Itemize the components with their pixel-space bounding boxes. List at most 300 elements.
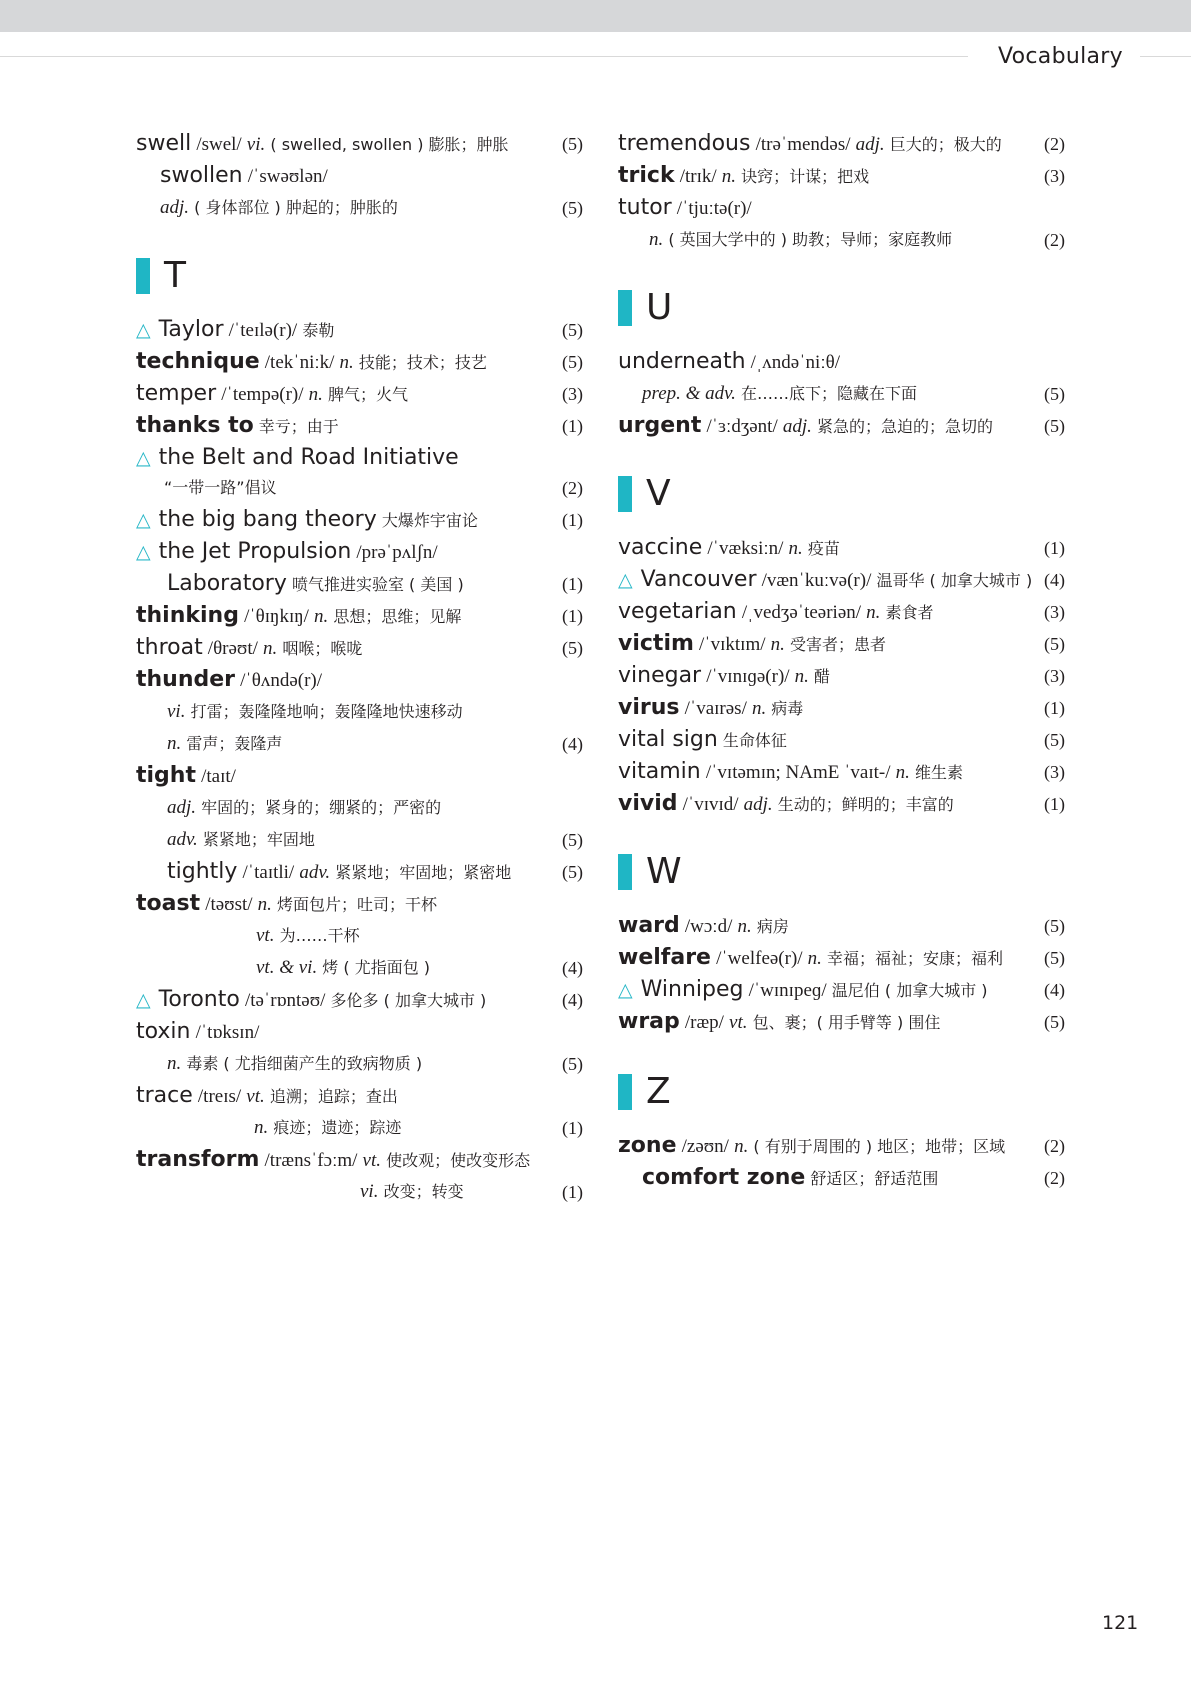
phonetic: /wɔːd/: [684, 916, 733, 937]
entry-text: [618, 192, 752, 225]
headword: ward: [618, 913, 680, 938]
header-rule-left: [0, 56, 968, 57]
chinese-definition: 烤 ( 尤指面包 ): [322, 958, 431, 977]
vocab-entry: [136, 1176, 583, 1208]
part-of-speech: vi.: [246, 134, 266, 155]
phonetic: /ˈvɪvɪd/: [682, 794, 739, 815]
entry-text: [618, 596, 934, 629]
unit-number: (1): [1044, 698, 1065, 718]
unit-number: (4): [562, 734, 583, 754]
headword: throat: [136, 635, 203, 660]
chinese-definition: 痕迹；遗迹；踪迹: [273, 1118, 402, 1137]
phonetic: /ˈtɒksɪn/: [195, 1022, 260, 1043]
headword: tutor: [618, 195, 672, 220]
chinese-definition: ( 有别于周围的 ) 地区；地带；区域: [753, 1137, 1006, 1156]
vocab-entry: [618, 724, 1065, 756]
vocab-entry: [136, 568, 583, 600]
phonetic: /ˈvɪtəmɪn; NAmE ˈvaɪt-/: [705, 762, 891, 783]
phonetic: /prəˈpʌlʃn/: [356, 542, 438, 563]
vocab-entry: [136, 192, 583, 224]
part-of-speech: vi.: [167, 701, 186, 722]
chinese-definition: 脾气；火气: [327, 385, 408, 404]
chinese-definition: 泰勒: [302, 321, 335, 340]
headword: urgent: [618, 413, 702, 438]
vocab-entry: [136, 824, 583, 856]
unit-number: (2): [1044, 134, 1065, 154]
vocab-entry: [618, 346, 1065, 378]
section-bar: [618, 1074, 632, 1110]
headword: the Jet Propulsion: [158, 539, 352, 564]
phonetic: /trænsˈfɔːm/: [264, 1150, 358, 1171]
unit-number: (5): [1044, 416, 1065, 436]
unit-number: (5): [562, 1054, 583, 1074]
vocab-entry: [618, 160, 1065, 192]
headword: underneath: [618, 349, 746, 374]
part-of-speech: n.: [314, 606, 329, 627]
entry-text: [618, 724, 787, 757]
headword: temper: [136, 381, 217, 406]
chinese-definition: 牢固的；紧身的；绷紧的；严密的: [201, 798, 442, 817]
phonetic: /ˈtjuːtə(r)/: [676, 198, 752, 219]
chinese-definition: 烤面包片；吐司；干杯: [277, 895, 438, 914]
entry-text: [167, 696, 463, 728]
chinese-definition: 病房: [756, 917, 789, 936]
part-of-speech: adj.: [160, 197, 190, 218]
part-of-speech: n.: [339, 352, 354, 373]
triangle-icon: △: [136, 319, 151, 341]
entry-text: [360, 1176, 464, 1208]
vocab-entry: [136, 888, 583, 920]
phonetic: /ˈtempə(r)/: [221, 384, 304, 405]
unit-number: (1): [562, 1118, 583, 1138]
chinese-definition: 思想；思维；见解: [333, 607, 462, 626]
part-of-speech: n.: [167, 1053, 182, 1074]
headword: welfare: [618, 945, 711, 970]
chinese-definition: 在……底下；隐藏在下面: [741, 384, 918, 403]
unit-number: (5): [1044, 730, 1065, 750]
entry-text: [136, 410, 339, 443]
vocab-entry: [136, 920, 583, 952]
entry-text: [254, 1112, 401, 1144]
unit-number: (4): [1044, 980, 1065, 1000]
unit-number: (5): [1044, 1012, 1065, 1032]
chinese-definition: 毒素 ( 尤指细菌产生的致病物质 ): [186, 1054, 423, 1073]
chinese-definition: 幸亏；由于: [258, 417, 339, 436]
part-of-speech: vt. & vi.: [256, 957, 318, 978]
phonetic: /vænˈkuːvə(r)/: [761, 570, 872, 591]
headword: trace: [136, 1083, 193, 1108]
part-of-speech: n.: [788, 538, 803, 559]
headword: vegetarian: [618, 599, 737, 624]
section-bar: [618, 290, 632, 326]
vocab-entry: [618, 942, 1065, 974]
chinese-definition: 使改观；使改变形态: [386, 1151, 531, 1170]
vocab-entry: [618, 1162, 1065, 1194]
entry-text: [642, 378, 917, 410]
phonetic: /ˈθɪŋkɪŋ/: [244, 606, 309, 627]
vocab-entry: [618, 192, 1065, 224]
entry-text: [167, 792, 441, 824]
part-of-speech: n.: [649, 229, 664, 250]
phonetic: /ˈθʌndə(r)/: [240, 670, 323, 691]
vocab-entry: [618, 128, 1065, 160]
entry-text: [618, 756, 963, 789]
section-letter: W: [646, 851, 682, 892]
vocab-entry: [136, 442, 583, 474]
vocab-entry: [136, 378, 583, 410]
headword: Winnipeg: [640, 977, 744, 1002]
vocab-entry: [618, 660, 1065, 692]
vocab-entry: [136, 1112, 583, 1144]
chinese-definition: 大爆炸宇宙论: [381, 511, 478, 530]
unit-number: (2): [562, 478, 583, 498]
entry-text: [649, 224, 952, 256]
vocab-entry: [618, 974, 1065, 1006]
part-of-speech: vi.: [360, 1181, 379, 1202]
headword: swell: [136, 131, 192, 156]
chinese-definition: 多伦多 ( 加拿大城市 ): [330, 991, 487, 1010]
chinese-definition: 诀窍；计谋；把戏: [741, 167, 870, 186]
vocab-entry: [618, 378, 1065, 410]
vocab-entry: [136, 472, 583, 504]
headword: tightly: [167, 859, 238, 884]
phonetic: /trɪk/: [679, 166, 717, 187]
unit-number: (3): [1044, 602, 1065, 622]
unit-number: (5): [562, 830, 583, 850]
part-of-speech: n.: [308, 384, 323, 405]
vocab-entry: [136, 600, 583, 632]
headword: the Belt and Road Initiative: [158, 445, 459, 470]
entry-text: [136, 664, 322, 697]
chinese-definition: 幸福；福祉；安康；福利: [827, 949, 1004, 968]
vocab-entry: [618, 910, 1065, 942]
phonetic: /taɪt/: [201, 766, 236, 787]
headword: toxin: [136, 1019, 191, 1044]
part-of-speech: vt.: [729, 1012, 748, 1033]
part-of-speech: n.: [734, 1136, 749, 1157]
entry-text: [618, 160, 869, 193]
vocab-entry: [618, 1006, 1065, 1038]
phonetic: /ræp/: [684, 1012, 724, 1033]
chinese-definition: 改变；转变: [383, 1182, 464, 1201]
vocab-entry: [618, 224, 1065, 256]
phonetic: /ˈswəʊlən/: [247, 166, 328, 187]
chinese-definition: 舒适区；舒适范围: [810, 1169, 939, 1188]
phonetic: /swel/: [196, 134, 242, 155]
entry-text: [618, 1130, 1005, 1163]
unit-number: (1): [562, 574, 583, 594]
entry-text: [136, 378, 408, 411]
unit-number: (4): [1044, 570, 1065, 590]
phonetic: /ˌvedʒəˈteəriən/: [741, 602, 862, 623]
phonetic: /təʊst/: [205, 894, 253, 915]
headword: zone: [618, 1133, 677, 1158]
chinese-definition: 素食者: [885, 603, 934, 622]
entry-text: [256, 920, 360, 952]
part-of-speech: vt.: [256, 925, 275, 946]
unit-number: (5): [562, 638, 583, 658]
vocab-entry: [136, 696, 583, 728]
entry-text: [618, 532, 840, 565]
chinese-definition: 包、裹；( 用手臂等 ) 围住: [752, 1013, 941, 1032]
unit-number: (3): [562, 384, 583, 404]
part-of-speech: adv.: [299, 862, 331, 883]
part-of-speech: vt.: [246, 1086, 265, 1107]
headword: tremendous: [618, 131, 751, 156]
headword: vital sign: [618, 727, 718, 752]
chinese-definition: 温尼伯 ( 加拿大城市 ): [831, 981, 988, 1000]
headword: transform: [136, 1147, 260, 1172]
triangle-icon: △: [618, 979, 633, 1001]
vocab-entry: [136, 536, 583, 568]
headword: Taylor: [158, 317, 224, 342]
part-of-speech: n.: [866, 602, 881, 623]
entry-text: [618, 410, 993, 443]
unit-number: (3): [1044, 666, 1065, 686]
headword: thinking: [136, 603, 239, 628]
phonetic: /ˈvɪnɪɡə(r)/: [706, 666, 790, 687]
unit-number: (5): [1044, 948, 1065, 968]
entry-text: [618, 788, 954, 821]
chinese-definition: 生动的；鲜明的；丰富的: [777, 795, 954, 814]
vocab-entry: [136, 1080, 583, 1112]
vocab-entry: [618, 410, 1065, 442]
chinese-definition: 追溯；追踪；查出: [269, 1087, 398, 1106]
entry-text: [136, 536, 438, 569]
chinese-definition: 醋: [814, 667, 831, 686]
page-number: 121: [1102, 1612, 1139, 1634]
unit-number: (5): [1044, 916, 1065, 936]
vocab-entry: [618, 1130, 1065, 1162]
vocab-entry: [136, 1048, 583, 1080]
phonetic: /təˈrɒntəʊ/: [244, 990, 326, 1011]
triangle-icon: △: [618, 569, 633, 591]
phonetic: /ˈvæksiːn/: [707, 538, 784, 559]
entry-text: [136, 128, 509, 161]
entry-text: [136, 1016, 259, 1049]
phonetic: /tekˈniːk/: [264, 352, 335, 373]
entry-text: [136, 442, 459, 475]
headword: virus: [618, 695, 680, 720]
part-of-speech: n.: [254, 1117, 269, 1138]
entry-text: [164, 472, 277, 504]
phonetic: /trəˈmendəs/: [755, 134, 851, 155]
part-of-speech: vt.: [362, 1150, 381, 1171]
section-letter: V: [646, 473, 671, 514]
triangle-icon: △: [136, 447, 151, 469]
vocab-entry: [136, 410, 583, 442]
headword: victim: [618, 631, 694, 656]
chinese-definition: ( 英国大学中的 ) 助教；导师；家庭教师: [668, 230, 953, 249]
entry-text: [160, 192, 398, 224]
entry-text: [167, 1048, 422, 1080]
vocab-entry: [136, 632, 583, 664]
part-of-speech: adj.: [782, 416, 812, 437]
headword: thunder: [136, 667, 236, 692]
headword: Toronto: [158, 987, 240, 1012]
part-of-speech: n.: [794, 666, 809, 687]
part-of-speech: n.: [751, 698, 767, 719]
unit-number: (5): [562, 134, 583, 154]
vocab-entry: [136, 160, 583, 192]
triangle-icon: △: [136, 509, 151, 531]
headword: tight: [136, 763, 196, 788]
unit-number: (1): [562, 1182, 583, 1202]
section-bar: [618, 476, 632, 512]
entry-text: [136, 504, 478, 537]
entry-text: [618, 910, 789, 943]
headword: wrap: [618, 1009, 680, 1034]
headword: vitamin: [618, 759, 701, 784]
headword: trick: [618, 163, 675, 188]
unit-number: (5): [562, 198, 583, 218]
headword: swollen: [160, 163, 243, 188]
entry-text: [618, 346, 840, 379]
unit-number: (1): [562, 416, 583, 436]
vocab-entry: [618, 628, 1065, 660]
phonetic: /treɪs/: [197, 1086, 242, 1107]
vocab-entry: [136, 1016, 583, 1048]
entry-text: [167, 856, 511, 889]
entry-text: [136, 1144, 530, 1177]
part-of-speech: n.: [167, 733, 182, 754]
entry-text: [618, 564, 1032, 597]
section-letter: Z: [646, 1071, 671, 1112]
chinese-definition: 维生素: [914, 763, 963, 782]
entry-text: [618, 660, 830, 693]
unit-number: (5): [562, 352, 583, 372]
vocab-entry: [618, 532, 1065, 564]
entry-text: [136, 632, 362, 665]
headword: the big bang theory: [158, 507, 377, 532]
entry-text: [618, 974, 988, 1007]
entry-text: [256, 952, 430, 984]
unit-number: (5): [562, 320, 583, 340]
part-of-speech: n.: [807, 948, 822, 969]
part-of-speech: adj.: [743, 794, 773, 815]
entry-text: [618, 628, 886, 661]
unit-number: (2): [1044, 230, 1065, 250]
unit-number: (2): [1044, 1136, 1065, 1156]
vocab-entry: [136, 728, 583, 760]
phonetic: /ˈtaɪtli/: [242, 862, 295, 883]
chinese-definition: 喷气推进实验室 ( 美国 ): [291, 575, 464, 594]
entry-text: [136, 314, 334, 347]
chinese-definition: 紧急的；急迫的；急切的: [816, 417, 993, 436]
entry-text: [160, 160, 328, 193]
vocab-entry: [618, 596, 1065, 628]
entry-text: [642, 1162, 938, 1195]
header-rule-right: [1140, 56, 1191, 57]
unit-number: (5): [1044, 384, 1065, 404]
entry-text: [136, 984, 486, 1017]
part-of-speech: n.: [263, 638, 278, 659]
vocab-entry: [136, 128, 583, 160]
headword: comfort zone: [642, 1165, 806, 1190]
phonetic: /ˌʌndəˈniːθ/: [750, 352, 840, 373]
phonetic: /ˈɜːdʒənt/: [706, 416, 778, 437]
entry-text: [136, 1080, 398, 1113]
vocab-entry: [618, 756, 1065, 788]
entry-text: [167, 824, 315, 856]
unit-number: (4): [562, 990, 583, 1010]
vocab-entry: [136, 504, 583, 536]
chinese-definition: 技能；技术；技艺: [358, 353, 487, 372]
headword: vaccine: [618, 535, 703, 560]
headword: Laboratory: [167, 571, 287, 596]
vocab-entry: [618, 788, 1065, 820]
entry-text: [167, 568, 464, 601]
chinese-definition: “一带一路”倡议: [164, 478, 277, 497]
unit-number: (1): [1044, 794, 1065, 814]
vocab-entry: [136, 760, 583, 792]
unit-number: (5): [562, 862, 583, 882]
entry-text: [136, 888, 437, 921]
chinese-definition: ( 身体部位 ) 肿起的；肿胀的: [194, 198, 398, 217]
section-letter: T: [164, 255, 186, 296]
headword: vinegar: [618, 663, 702, 688]
vocab-entry: [136, 664, 583, 696]
top-gray-bar: [0, 0, 1191, 32]
headword: thanks to: [136, 413, 254, 438]
entry-text: [618, 1006, 940, 1039]
phonetic: /ˈvaɪrəs/: [684, 698, 747, 719]
chinese-definition: 为……干杯: [279, 926, 360, 945]
unit-number: (4): [562, 958, 583, 978]
chinese-definition: 生命体征: [722, 731, 787, 750]
entry-text: [136, 600, 461, 633]
vocab-entry: [136, 314, 583, 346]
vocab-entry: [136, 952, 583, 984]
part-of-speech: n.: [257, 894, 272, 915]
phonetic: /ˈteɪlə(r)/: [228, 320, 298, 341]
vocab-entry: [136, 984, 583, 1016]
part-of-speech: adj.: [855, 134, 885, 155]
part-of-speech: adj.: [167, 797, 197, 818]
part-of-speech: n.: [737, 916, 752, 937]
unit-number: (5): [1044, 634, 1065, 654]
headword: technique: [136, 349, 260, 374]
unit-number: (1): [562, 606, 583, 626]
headword: vivid: [618, 791, 678, 816]
page-header-title: Vocabulary: [998, 44, 1123, 69]
chinese-definition: 病毒: [771, 699, 804, 718]
vocab-entry: [136, 346, 583, 378]
headword: Vancouver: [640, 567, 757, 592]
section-bar: [618, 854, 632, 890]
chinese-definition: ( swelled, swollen ) 膨胀；肿胀: [270, 135, 509, 154]
unit-number: (1): [562, 510, 583, 530]
triangle-icon: △: [136, 541, 151, 563]
part-of-speech: n.: [895, 762, 910, 783]
chinese-definition: 咽喉；喉咙: [282, 639, 363, 658]
phonetic: /ˈwelfeə(r)/: [716, 948, 803, 969]
chinese-definition: 紧紧地；牢固地: [202, 830, 315, 849]
vocab-entry: [136, 856, 583, 888]
vocab-entry: [618, 692, 1065, 724]
chinese-definition: 疫苗: [807, 539, 840, 558]
entry-text: [618, 692, 803, 725]
triangle-icon: △: [136, 989, 151, 1011]
chinese-definition: 受害者；患者: [789, 635, 886, 654]
section-letter: U: [646, 287, 673, 328]
entry-text: [136, 760, 236, 793]
chinese-definition: 巨大的；极大的: [889, 135, 1002, 154]
unit-number: (2): [1044, 1168, 1065, 1188]
phonetic: /ˈvɪktɪm/: [699, 634, 766, 655]
vocab-entry: [136, 1144, 583, 1176]
chinese-definition: 温哥华 ( 加拿大城市 ): [876, 571, 1033, 590]
